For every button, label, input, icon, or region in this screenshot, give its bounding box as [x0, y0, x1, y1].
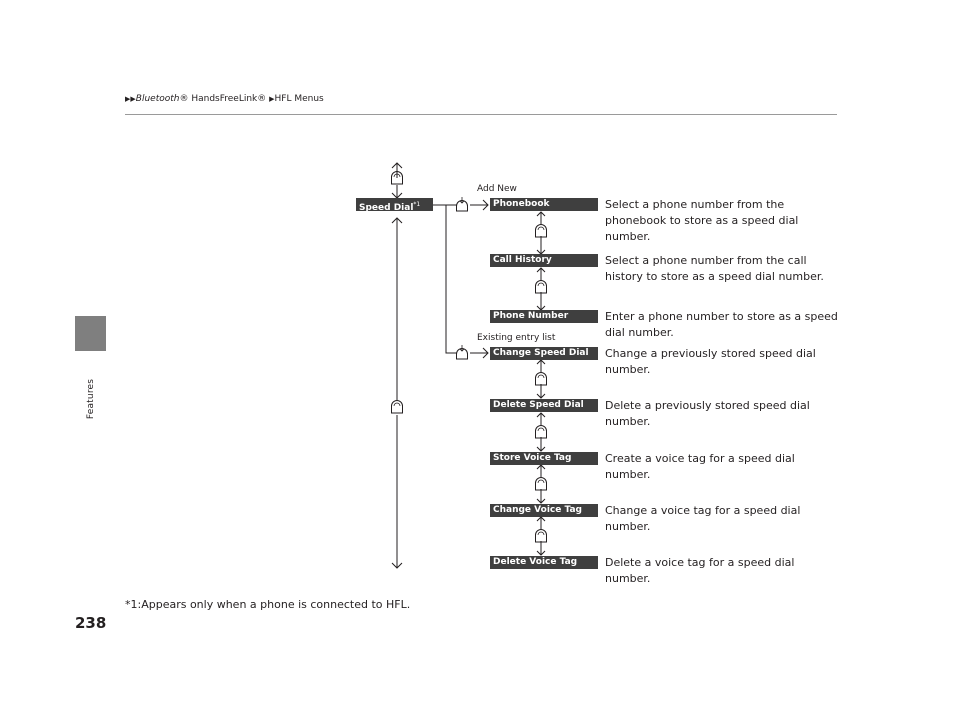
- store-voice-tag-description: Create a voice tag for a speed dial number.: [605, 452, 795, 481]
- phone-number-description: Enter a phone number to store as a speed dial number.: [605, 310, 838, 339]
- selector-knob-icon: [392, 401, 403, 414]
- knob-up-arrow-icon: [392, 163, 402, 178]
- speed-dial-button[interactable]: Speed Dial$^{*1}$: [356, 198, 433, 211]
- selector-knob-icon: [536, 478, 547, 491]
- phonebook-description: Select a phone number from the phonebook to store as a speed dial number.: [605, 198, 799, 243]
- phone-number-button[interactable]: Phone Number: [490, 310, 598, 323]
- right-arrow-icon: [470, 348, 488, 358]
- change-voice-tag-button[interactable]: Change Voice Tag: [490, 504, 598, 517]
- selector-knob-icon: [536, 530, 547, 543]
- call-history-description: Select a phone number from the call history to store as a speed dial number.: [605, 254, 824, 283]
- call-history-button[interactable]: Call History: [490, 254, 598, 267]
- delete-speed-dial-description: Delete a previously stored speed dial number.: [605, 399, 810, 428]
- selector-knob-icon: [536, 225, 547, 238]
- delete-voice-tag-description: Delete a voice tag for a speed dial number.: [605, 556, 795, 585]
- selector-knob-icon: [536, 373, 547, 386]
- knob-down-arrow-icon: [392, 185, 402, 198]
- long-up-arrow-icon: [392, 218, 402, 400]
- selector-knob-icon: [536, 426, 547, 439]
- knob-press-icon: [457, 345, 468, 359]
- breadcrumb-item: HFL Menus: [274, 94, 324, 104]
- section-label: Features: [85, 378, 96, 420]
- change-speed-dial-description: Change a previously stored speed dial number.: [605, 347, 816, 376]
- selector-knob-icon: [536, 281, 547, 294]
- phonebook-button[interactable]: Phonebook: [490, 198, 598, 211]
- breadcrumb-arrow-icon: ▶▶: [125, 95, 136, 103]
- branch-line: [433, 205, 457, 353]
- right-arrow-icon: [470, 200, 488, 210]
- existing-entry-label: Existing entry list: [477, 333, 556, 343]
- knob-press-icon: [457, 197, 468, 211]
- add-new-label: Add New: [477, 184, 517, 194]
- delete-speed-dial-button[interactable]: Delete Speed Dial: [490, 399, 598, 412]
- breadcrumb-item: Bluetooth: [135, 94, 180, 104]
- change-speed-dial-button[interactable]: Change Speed Dial: [490, 347, 598, 360]
- long-down-arrow-icon: [392, 415, 402, 568]
- breadcrumb: ▶▶Bluetooth® HandsFreeLink® ▶HFL Menus: [125, 94, 324, 104]
- footnote: *1:Appears only when a phone is connected to HFL.: [125, 598, 411, 611]
- delete-voice-tag-button[interactable]: Delete Voice Tag: [490, 556, 598, 569]
- breadcrumb-arrow-icon: ▶: [269, 95, 275, 103]
- page-number: 238: [75, 614, 107, 632]
- change-voice-tag-description: Change a voice tag for a speed dial number.: [605, 504, 801, 533]
- store-voice-tag-button[interactable]: Store Voice Tag: [490, 452, 598, 465]
